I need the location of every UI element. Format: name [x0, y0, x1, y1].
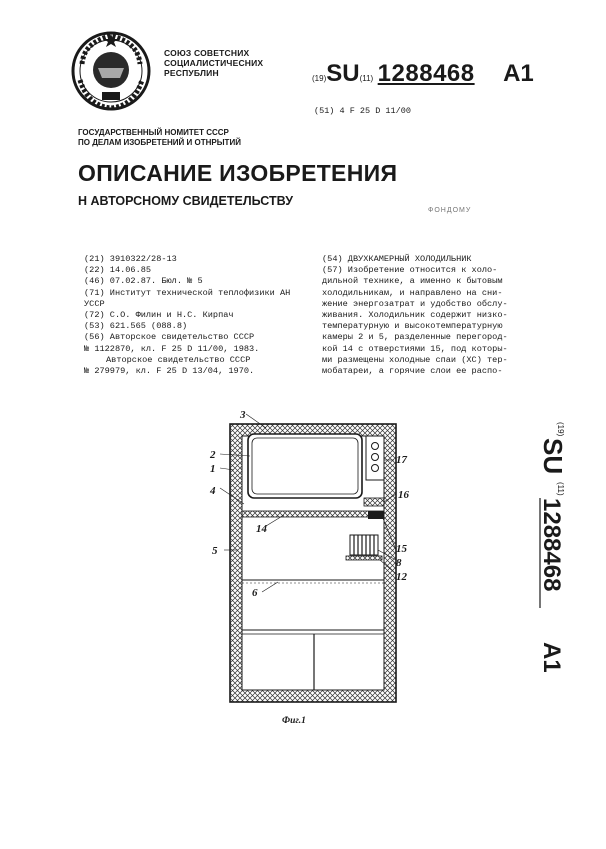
side-doc-kind: A1 — [538, 642, 565, 673]
biblio-line: (71) Институт технической теплофизики АН УССР — [84, 287, 291, 309]
biblio-line: (21) 3910322/28-13 — [84, 254, 177, 264]
part-label: 8 — [396, 557, 402, 569]
part-label: 5 — [212, 545, 218, 557]
abstract-line: живания. Холодильник содержит низко- — [322, 310, 508, 321]
abstract-line: мобатареи, а горячие слои ее распо- — [322, 366, 503, 377]
biblio-line: (22) 14.06.85 — [84, 265, 152, 276]
biblio-line: № 1122870, кл. F 25 D 11/00, 1983. — [84, 343, 260, 354]
abstract-line: холодильникам, и направлено на сни- — [322, 287, 503, 298]
side-prefix-19: (19) — [556, 422, 565, 437]
side-patent-number: 1288468 — [538, 498, 565, 592]
patent-number: 1288468 — [377, 60, 475, 87]
figure-caption: Фиг.1 — [282, 716, 306, 726]
abstract-line: камеры 2 и 5, разделенные перегород- — [322, 332, 508, 343]
country-code: SU — [326, 60, 360, 87]
abstract-line: (57) Изобретение относится к холо- — [322, 265, 498, 276]
part-label: 1 — [210, 463, 216, 475]
part-label: 17 — [396, 454, 407, 466]
prefix-19: (19) — [312, 74, 327, 83]
biblio-line: Авторское свидетельство СССР — [106, 354, 251, 365]
part-label: 14 — [256, 523, 267, 535]
state-emblem — [68, 28, 154, 114]
part-label: 4 — [210, 485, 216, 497]
abstract-line: температурную и высокотемпературную — [322, 321, 503, 332]
bibliographic-data — [84, 254, 324, 377]
part-label: 15 — [396, 543, 407, 555]
partition — [242, 511, 384, 517]
part-label: 16 — [398, 489, 409, 501]
fan-grille — [364, 498, 384, 506]
biblio-line: (46) 07.02.87. Бюл. № 5 — [84, 276, 203, 287]
abstract-line: ми размещены холодные спаи (ХС) тер- — [322, 354, 508, 365]
low-temp-chamber — [248, 434, 362, 498]
part-label: 3 — [240, 409, 246, 421]
side-country-code: SU — [538, 438, 568, 475]
union-name — [164, 48, 263, 78]
union-line: СОЦИАЛИСТИЧЕСНИХ — [164, 58, 264, 68]
abstract-line: жение энергозатрат и удобство обслу- — [322, 298, 508, 309]
union-line: РЕСПУБЛИН — [164, 68, 219, 78]
ipc-class: (51) 4 F 25 D 11/00 — [314, 106, 411, 116]
abstract — [322, 254, 584, 377]
biblio-line: (53) 621.565 (088.8) — [84, 321, 188, 332]
publication-number — [312, 60, 602, 86]
side-publication-mark — [528, 422, 580, 684]
biblio-line: (56) Авторское свидетельство СССР — [84, 332, 255, 343]
union-line: СОЮЗ СОВЕТСНИХ — [164, 48, 250, 58]
document-subtitle: Н АВТОРСНОМУ СВИДЕТЕЛЬСТВУ — [78, 194, 293, 208]
document-title: ОПИСАНИЕ ИЗОБРЕТЕНИЯ — [78, 160, 398, 186]
biblio-line: (72) С.О. Филин и Н.С. Кирпач — [84, 310, 234, 321]
part-label: 6 — [252, 587, 258, 599]
library-stamp: ФОНДОМУ — [428, 207, 472, 214]
refrigerator-drawing — [200, 408, 422, 748]
doc-kind: A1 — [503, 60, 534, 87]
part-label: 2 — [210, 449, 216, 461]
part-label: 12 — [396, 571, 407, 583]
abstract-line: дильной технике, а именно к бытовым — [322, 276, 503, 287]
abstract-line: (54) ДВУХКАМЕРНЫЙ ХОЛОДИЛЬНИК — [322, 254, 472, 264]
abstract-line: кой 14 с отверстиями 15, под которы- — [322, 343, 508, 354]
committee-line: ГОСУДАРСТВЕННЫЙ НОМИТЕТ СССР — [78, 128, 229, 137]
side-prefix-11: (11) — [556, 482, 565, 496]
committee — [78, 128, 241, 148]
biblio-line: № 279979, кл. F 25 D 13/04, 1970. — [84, 366, 255, 377]
prefix-11: (11) — [359, 74, 374, 83]
committee-line: ПО ДЕЛАМ ИЗОБРЕТЕНИЙ И ОТНРЫТИЙ — [78, 138, 241, 147]
